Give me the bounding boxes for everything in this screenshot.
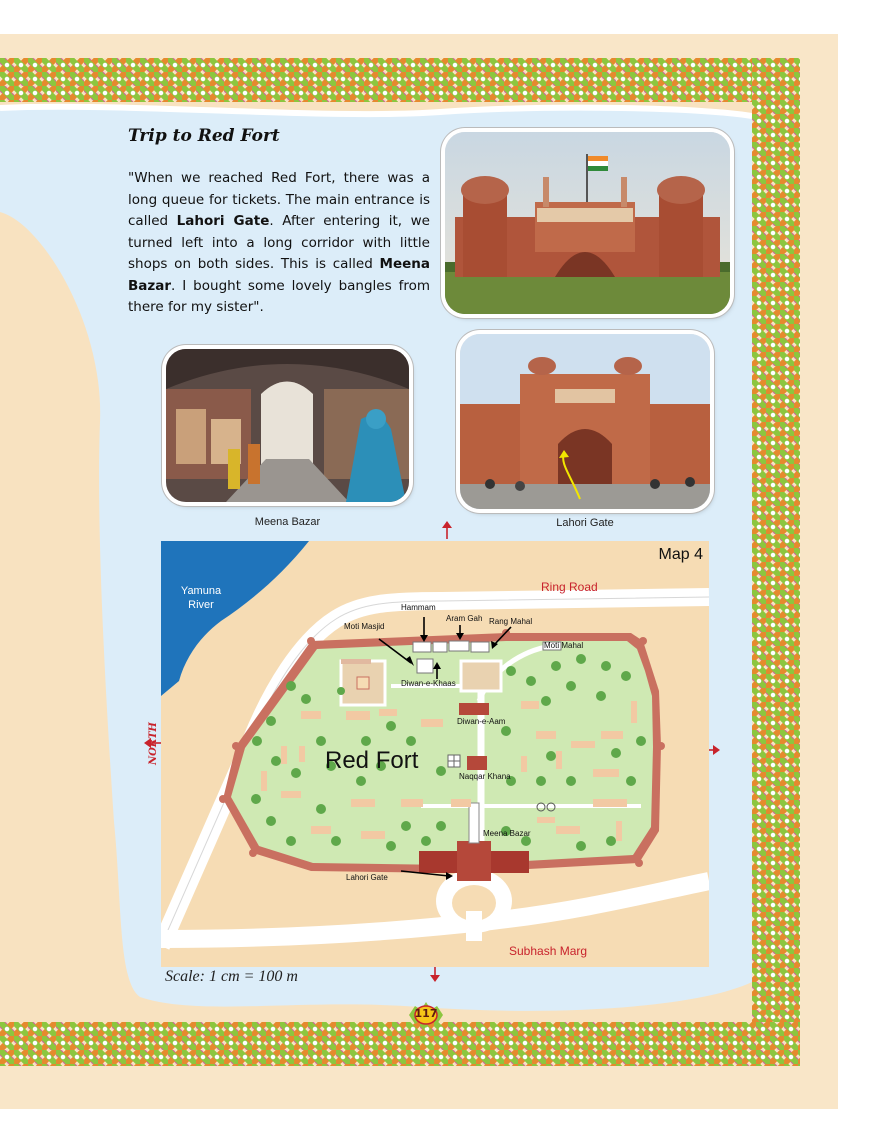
yamuna-label-line2: River	[188, 599, 214, 611]
red-fort-label: Red Fort	[325, 747, 419, 774]
page-number-badge	[405, 998, 447, 1032]
direction-north-label: NORTH	[148, 722, 159, 765]
moti-masjid-label: Moti Masjid	[344, 622, 385, 631]
intro-paragraph	[128, 168, 430, 319]
hammam-label: Hammam	[401, 603, 436, 612]
ring-road-label: Ring Road	[541, 580, 598, 594]
paragraph-bold-term: Lahori Gate	[176, 213, 270, 229]
moti-mahal-label: Moti Mahal	[544, 641, 584, 650]
map-scale: Scale: 1 cm = 100 m	[165, 968, 298, 985]
paragraph-text: . I bought some lovely bangles from there for my sister".	[128, 277, 430, 315]
paragraph-bold-term: Meena Bazar	[128, 256, 430, 294]
diwan-e-khaas-label: Diwan-e-Khaas	[401, 679, 456, 688]
meena-bazar-label: Meena Bazar	[483, 829, 531, 838]
paragraph-text: "When we reached Red Fort, there was a long queue for tickets. The main entrance is called	[128, 170, 430, 229]
rang-mahal-label: Rang Mahal	[489, 617, 533, 626]
diwan-e-aam-label: Diwan-e-Aam	[457, 717, 506, 726]
page-number: 117	[414, 1007, 438, 1020]
lahori-gate-photo	[460, 334, 710, 509]
decorative-border-top	[0, 58, 800, 102]
subhash-marg-label: Subhash Marg	[509, 944, 588, 958]
aram-gah-label: Aram Gah	[446, 614, 483, 623]
paragraph-text: . After entering it, we turned left into a long corridor with little shops on both sides. This is called	[128, 213, 430, 272]
naqqar-khana-label: Naqqar Khana	[459, 772, 511, 781]
yamuna-label-line1: Yamuna	[180, 585, 222, 597]
photo-caption: Lahori Gate	[556, 517, 614, 529]
photo-caption: Meena Bazar	[254, 516, 321, 528]
east-arrow-icon	[440, 521, 454, 539]
red-fort-map	[161, 541, 709, 967]
decorative-border-bottom	[0, 1022, 800, 1066]
section-heading: Trip to Red Fort	[128, 126, 280, 146]
meena-bazar-photo	[166, 349, 409, 502]
red-fort-photo	[445, 132, 730, 314]
decorative-border-right	[752, 58, 800, 1064]
map-title: Map 4	[658, 546, 703, 563]
lahori-gate-label: Lahori Gate	[346, 873, 388, 882]
